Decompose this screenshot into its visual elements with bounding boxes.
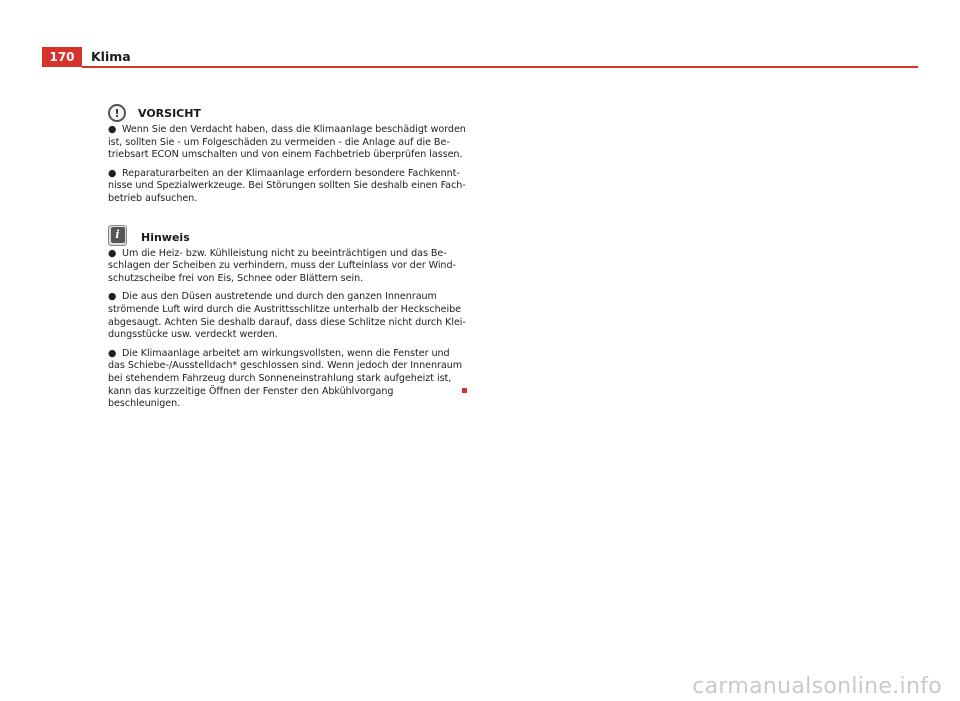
bullet-icon: ● [108,347,117,359]
note-paragraph: ● Um die Heiz- bzw. Kühlleistung nicht zu beeinträchtigen und das Beschlagen der Scheiben zu verhindern, muss der Lufteinlass vor der Windschutzscheibe frei von Eis, Schnee oder Blättern sein. [108,247,456,284]
header-divider [82,66,918,68]
note-header [108,224,468,246]
note-paragraph: ● Die aus den Düsen austretende und durch den ganzen Innenraum strömende Luft wird durch die Austrittsschlitze unterhalb der Heckscheibe abgesaugt. Achten Sie deshalb darauf, dass diese Schlitze nicht durch Kleidungsstücke usw. verdeckt werden. [108,291,466,341]
note-paragraph: ● Die Klimaanlage arbeitet am wirkungsvollsten, wenn die Fenster und das Schiebe-/Ausstelldach* geschlossen sind. Wenn jedoch der Innenraum bei stehendem Fahrzeug durch Sonneneinstrahlung stark aufgeheizt ist, kann das kurzzeitige Öffnen der Fenster den Abkühlvorgang beschleunigen. [108,347,463,410]
warning-header [108,100,468,122]
bullet-icon: ● [108,167,117,179]
warning-block [108,100,468,206]
note-title: Hinweis [141,230,190,244]
watermark: carmanualsonline.info [692,674,942,699]
info-icon: i [108,225,127,246]
warning-paragraph: ● Reparaturarbeiten an der Klimaanlage erfordern besondere Fachkenntnisse und Spezialwerkzeuge. Bei Störungen sollten Sie deshalb einen Fachbetrieb aufsuchen. [108,167,466,204]
page-content [108,100,468,417]
bullet-icon: ● [108,124,117,135]
section-title: Klima [91,49,131,64]
bullet-icon: ● [108,247,117,259]
note-block [108,224,468,411]
exclamation-circle-icon: ! [108,104,126,122]
warning-paragraph: ● Wenn Sie den Verdacht haben, dass die Klimaanlage beschädigt worden ist, sollten Sie - um Folgeschäden zu vermeiden - die Anlage auf die Betriebsart ECON umschalten und von einem Fachbetrieb überprüfen lassen. [108,124,466,161]
page-number: 170 [42,47,82,67]
section-end-marker [462,388,467,393]
warning-title: VORSICHT [138,107,201,120]
spacer [108,212,468,224]
bullet-icon: ● [108,291,117,303]
